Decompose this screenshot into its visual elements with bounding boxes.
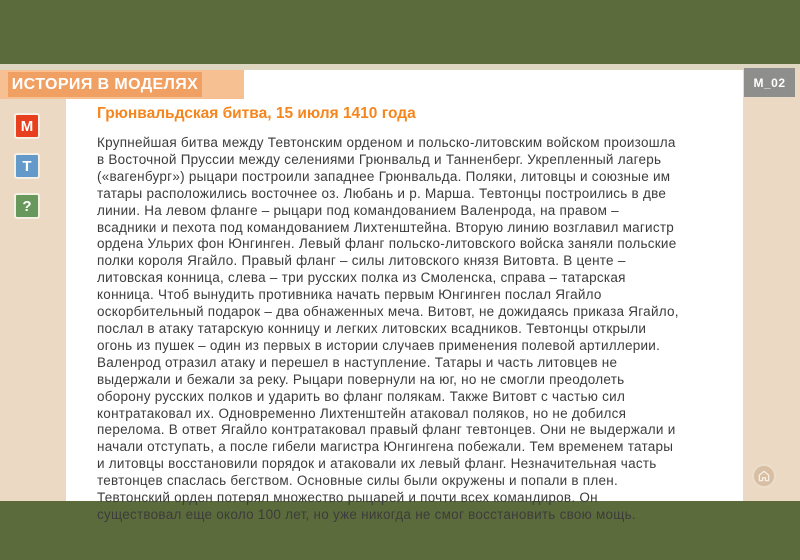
app-title-box <box>8 72 202 97</box>
article-heading: Грюнвальдская битва, 15 июля 1410 года <box>97 105 416 122</box>
sidebar-button-m[interactable]: М <box>14 113 40 139</box>
content-panel <box>66 70 743 522</box>
module-code-badge: M_02 <box>744 68 795 97</box>
home-button[interactable] <box>752 464 776 488</box>
article-body <box>97 135 682 524</box>
left-sidebar <box>0 70 66 501</box>
sidebar-button-help[interactable]: ? <box>14 193 40 219</box>
app-title-label: ИСТОРИЯ В МОДЕЛЯХ <box>11 75 199 93</box>
article-paragraph-1: Крупнейшая битва между Тевтонским орденом и польско-литовским войском произошла в Восточной Пруссии между селениями Грюнвальд и Танненберг. Укрепленный лагерь («вагенбург») рыцари построили западнее Грюнвальда. Поляки, литовцы и союзные им татары расположились восточнее оз. Любань и р. Марша. Тевтонцы построились в две линии. На левом фланге – рыцари под командованием Валенрода, на правом – всадники и пехота под командованием Лихтенштейна. Вторую линию возглавил магистр ордена Ульрих фон Юнгинген. Левый фланг польско-литовского войска заняли польские полки короля Ягайло. Правый фланг – силы литовского князя Витовта. В центе – литовская конница, слева – три русских полка из Смоленска, справа – татарская конница. Чтоб вынудить противника начать первым Юнгинген послал Ягайло оскорбительный подарок – два обнаженных меча. Витовт, не дожидаясь приказа Ягайло, послал в атаку татарскую конницу и легких литовских всадников. Тевтонцы открыли огонь из пушек – один из первых в истории случаев применения полевой артиллерии. Валенрод отразил атаку и перешел в наступление. Татары и часть литовцев не выдержали и бежали за реку. Рыцари повернули на юг, но не смогли преодолеть оборону русских полков и ударить во фланг полякам. Также Витовт с частью сил контратаковал их. Одновременно Лихтенштейн атаковал поляков, но не добился перелома. В ответ Ягайло контратаковал правый фланг тевтонцев. Они не выдержали и начали отступать, а после гибели магистра Юнгингена побежали. Тем временем татары и литовцы восстановили порядок и атаковали их левый фланг. Незначительная часть тевтонцев спаслась бегством. Основные силы были окружены и попали в плен. <box>97 135 679 489</box>
right-panel <box>743 70 800 501</box>
sidebar-button-t[interactable]: Т <box>14 153 40 179</box>
home-icon <box>757 469 771 483</box>
article-paragraph-2: Тевтонский орден потерял множество рыцарей и почти всех командиров. Он существовал еще около 100 лет, но уже никогда не смог восстановить свою мощь. <box>97 490 636 522</box>
